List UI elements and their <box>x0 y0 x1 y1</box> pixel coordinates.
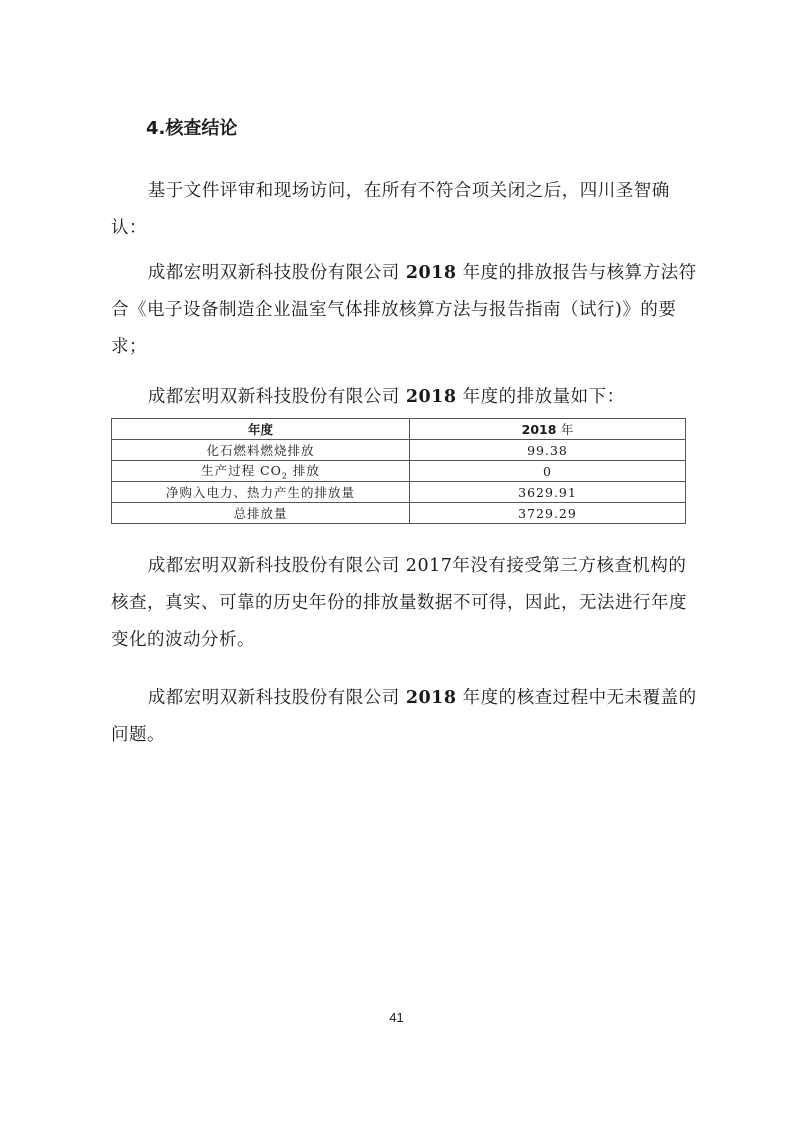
row-value: 99.38 <box>410 440 686 461</box>
section-heading: 4.核查结论 <box>146 118 238 139</box>
row-label: 化石燃料燃烧排放 <box>112 440 410 461</box>
year-text: 2018 <box>405 688 457 708</box>
paragraph-coverage <box>111 680 701 754</box>
paragraph-history: 成都宏明双新科技股份有限公司 2017年没有接受第三方核查机构的核查，真实、可靠的历史年份的排放量数据不可得，因此，无法进行年度变化的波动分析。 <box>111 556 687 650</box>
year-text: 2018 <box>405 263 457 283</box>
table-row <box>112 461 686 482</box>
row-value: 3629.91 <box>410 482 686 503</box>
header-year-label: 年度 <box>112 419 410 440</box>
row-value: 0 <box>410 461 686 482</box>
year-text: 2018 <box>405 387 457 407</box>
paragraph-compliance <box>111 255 701 366</box>
table-header-row <box>112 419 686 440</box>
row-label-part: 生产过程 CO <box>201 463 282 479</box>
row-label <box>112 461 410 482</box>
company-name: 成都宏明双新科技股份有限公司 <box>147 263 400 283</box>
row-label: 总排放量 <box>112 503 410 524</box>
row-label-part: 排放 <box>287 463 320 479</box>
table-row <box>112 440 686 461</box>
header-year-unit: 年 <box>560 422 574 437</box>
row-value: 3729.29 <box>410 503 686 524</box>
company-name: 成都宏明双新科技股份有限公司 <box>147 387 400 407</box>
paragraph-emissions-intro <box>111 379 701 416</box>
compliance-text: 年度的排放报告与核算方法符合《电子设备制造企业温室气体排放核算方法与报告指南（试行)》的要求； <box>111 263 697 357</box>
table-row <box>112 503 686 524</box>
row-label-subscript: 2 <box>281 471 288 481</box>
table-row <box>112 482 686 503</box>
paragraph-confirmation: 基于文件评审和现场访问，在所有不符合项关闭之后，四川圣智确认： <box>111 181 670 238</box>
company-name: 成都宏明双新科技股份有限公司 <box>147 688 400 708</box>
header-year-value <box>410 419 686 440</box>
page-number: 41 <box>389 1010 404 1025</box>
coverage-text: 年度的核查过程中无未覆盖的问题。 <box>111 688 697 745</box>
header-year-number: 2018 <box>521 422 557 437</box>
row-label: 净购入电力、热力产生的排放量 <box>112 482 410 503</box>
emissions-table <box>111 418 686 524</box>
emissions-intro-text: 年度的排放量如下： <box>462 387 625 407</box>
